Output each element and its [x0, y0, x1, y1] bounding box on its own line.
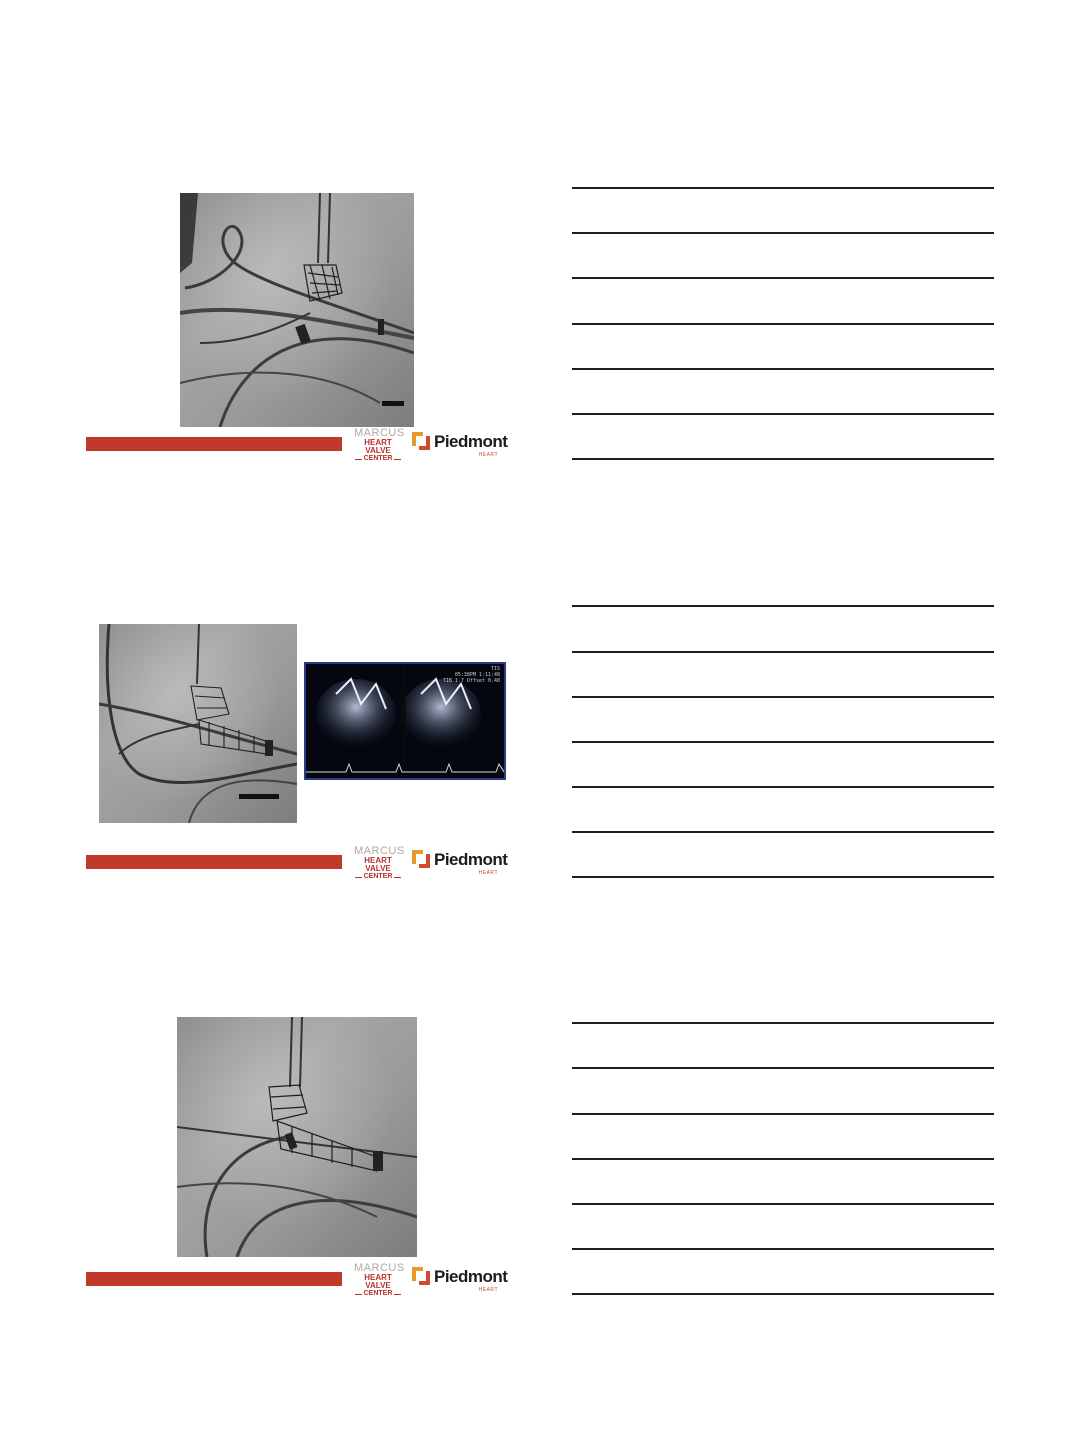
accent-bar	[86, 437, 342, 451]
piedmont-heart-logo	[412, 1265, 508, 1293]
piedmont-sub: HEART	[478, 452, 498, 458]
fluoroscopy-image	[99, 624, 297, 823]
piedmont-heart-logo	[412, 430, 508, 458]
note-line	[572, 277, 994, 279]
note-line	[572, 651, 994, 653]
note-line	[572, 1158, 994, 1160]
note-line	[572, 1293, 994, 1295]
marcus-heart-valve-center-logo: MARCUS HEART VALVE CENTER	[354, 1262, 405, 1297]
marcus-heart-valve-center-logo: MARCUS HEART VALVE CENTER	[354, 845, 405, 880]
note-line	[572, 458, 994, 460]
fluoroscopy-drawing	[177, 1017, 417, 1257]
accent-bar	[86, 1272, 342, 1286]
echocardiogram-image	[304, 662, 506, 780]
note-line	[572, 741, 994, 743]
note-line	[572, 323, 994, 325]
note-line	[572, 1067, 994, 1069]
note-line	[572, 1113, 994, 1115]
piedmont-mark-icon	[412, 850, 430, 868]
piedmont-sub: HEART	[478, 870, 498, 876]
piedmont-heart-logo	[412, 848, 508, 876]
note-line	[572, 831, 994, 833]
note-line	[572, 413, 994, 415]
note-line	[572, 1022, 994, 1024]
note-line	[572, 876, 994, 878]
piedmont-mark-icon	[412, 432, 430, 450]
note-line	[572, 368, 994, 370]
piedmont-name: Piedmont	[434, 432, 508, 451]
fluoroscopy-image	[177, 1017, 417, 1257]
accent-bar	[86, 855, 342, 869]
note-line	[572, 605, 994, 607]
note-line	[572, 1203, 994, 1205]
note-line	[572, 187, 994, 189]
marcus-heart-valve-center-logo: MARCUS HEART VALVE CENTER	[354, 427, 405, 462]
note-line	[572, 1248, 994, 1250]
note-line	[572, 696, 994, 698]
piedmont-sub: HEART	[478, 1287, 498, 1293]
piedmont-name: Piedmont	[434, 850, 508, 869]
note-line	[572, 786, 994, 788]
piedmont-mark-icon	[412, 1267, 430, 1285]
echo-readout: TIS 05:38PM 1:11:48 TIB 1.7 Offset 0.48	[442, 666, 500, 684]
fluoroscopy-drawing	[99, 624, 297, 823]
piedmont-name: Piedmont	[434, 1267, 508, 1286]
fluoroscopy-image	[180, 193, 414, 427]
fluoroscopy-drawing	[180, 193, 414, 427]
note-line	[572, 232, 994, 234]
